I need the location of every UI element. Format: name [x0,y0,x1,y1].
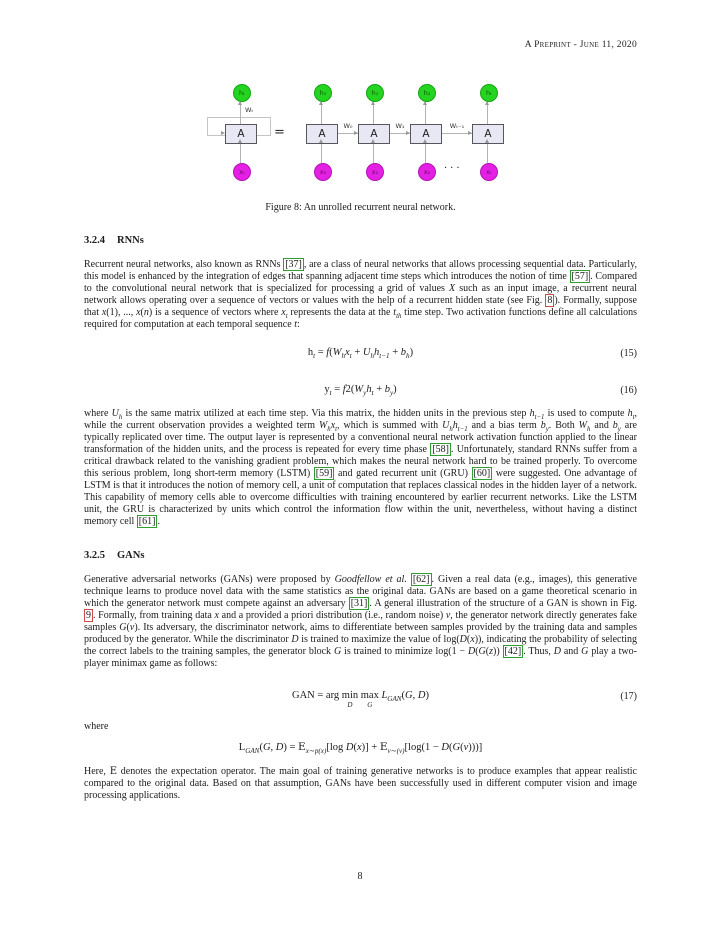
paragraph-gan-closing: Here, E denotes the expectation operator. The main goal of training generative networks is to produce examples that appear realistic compared to the original data. Based on that assumption, GANs have been successfully used in different computer vision and image processing applications. [84,765,637,801]
connector-line [321,144,322,163]
citation-link[interactable]: [42] [504,646,522,657]
node-label: xₜ [239,168,245,176]
rnn-unrolled-unit [358,84,390,184]
hidden-state-node [366,84,384,102]
citation-link[interactable]: [59] [315,468,333,479]
rnn-unrolled-unit [410,84,442,184]
node-label: h₂ [423,89,431,97]
cell-label: A [370,128,378,140]
equation-15 [84,347,637,361]
rnn-folded-unit [225,84,257,184]
citation-link[interactable]: [61] [138,516,156,527]
equation-number: (17) [620,691,637,702]
equation-body: $L_{GAN}(G$, $D) = E_{x\sim p(x)}[\log$ $D(x)] + E_{v\sim(v)}[\log(1 - D(G(v)))]$ [238,740,483,755]
weight-label: Wₜ [245,106,254,114]
node-label: x₁ [371,168,379,176]
input-node [233,163,251,181]
hidden-state-node [418,84,436,102]
equation-body: $y_t = f2(W_yh_t + b_y)$ [324,384,397,398]
node-label: x₂ [423,168,431,176]
weight-label: W₁ [395,122,405,130]
figure-link[interactable]: 9 [86,610,91,621]
section-title: RNNs [117,235,144,246]
weight-label: Wₜ₋₁ [449,122,465,130]
cell-label: A [484,128,492,140]
weight-label: W₀ [343,122,353,130]
rnn-unrolled-unit [306,84,338,184]
citation-link[interactable]: [31] [350,598,368,609]
connector-line [240,144,241,163]
equation-17 [84,690,637,709]
page-number: 8 [357,871,363,882]
preprint-header: A Preprint - June 11, 2020 [524,40,637,50]
node-label: x₀ [319,168,327,176]
cell-label: A [237,128,245,140]
citation-link[interactable]: [58] [432,444,449,455]
section-heading-gans [84,550,637,561]
input-node [314,163,332,181]
input-node [480,163,498,181]
connector-line [425,144,426,163]
node-label: h₀ [319,89,327,97]
cell-label: A [318,128,326,140]
node-label: xₜ [486,168,492,176]
where-connector: where [84,720,109,732]
node-label: h₁ [371,89,379,97]
citation-link[interactable]: [57] [571,271,589,282]
paragraph-rnn-details: where $U_h$ is the same matrix utilized at each time step. Via this matrix, the hidden units in the previous step $h_{t-1}$ is used to compute $h_t$, while the current observation provides a weighted term $W_hx_t$, which is summed with $U_hh_{t-1}$ and a bias term $b_y$. Both $W_h$ and $b_y$ are typically replicated over time. The output layer is represented by a conventional neural network activation function applied to the linear transformation of the hidden units, and the process is repeated for every time phase [58] . Unfortunately, standard RNNs suffer from a critical drawback related to the vanishing gradient problem, which makes the neural network hard to be trained properly. To overcome this serious problem, long short-term memory (LSTM) [59] and gated recurrent unit (GRU) [60] were suggested. One advantage of LSTM is that it introduces the notion of memory cell, a unit of computation that replaces classical nodes in the hidden layer of a network. This capability of memory cells able to overcome difficulties with training encountered by earlier recurrent networks. Like the LSTM unit, the GRU is characterized by units which control the information flow within the unit, nevertheless, without having a distinct memory cell [61] . [84,408,638,527]
equation-body: GAN = arg min D max G $L_{GAN}(G$, D) [292,690,429,709]
hidden-state-node [480,84,498,102]
node-label: hₜ [238,89,246,97]
input-node [366,163,384,181]
ellipsis: ... [444,160,463,171]
section-heading-rnns [84,235,637,246]
equation-body: $h_t = f(W_hx_t + U_hh_{t-1} + b_h)$ [307,347,414,361]
equation-number: (15) [620,348,637,359]
connector-line [487,144,488,163]
arrowhead-icon [238,139,242,143]
rnn-unrolled-unit [472,84,504,184]
hidden-state-node [233,84,251,102]
citation-link[interactable]: [62] [412,574,430,585]
equation-lgan [84,741,637,753]
citation-link[interactable]: [60] [473,468,491,479]
equals-sign: = [274,125,285,140]
hidden-state-node [314,84,332,102]
arrowhead-icon [485,139,489,143]
equation-number: (16) [620,385,637,396]
section-number: 3.2.4 [84,235,105,246]
cell-label: A [422,128,430,140]
node-label: hₜ [485,89,493,97]
citation-link[interactable]: [37] [285,259,302,270]
input-node [418,163,436,181]
arrowhead-icon [423,139,427,143]
section-title: GANs [117,550,145,561]
rnn-figure [84,84,637,196]
paragraph-rnn-intro: Recurrent neural networks, also known as RNNs [37] , are a class of neural networks that allows processing sequential data. Particularly, this model is enhanced by the integration of edges that spanning adjacent time steps which introduces the notion of time [57] . Compared to the convolutional neural network that is specialized for processing a grid of values X such as an input image, a recurrent neural network allows operating over a sequence of vectors or values with the help of a recurrent hidden state (see Fig. 8 ). Formally, suppose that x(1), ..., x(n) is a sequence of vectors where $x_t$ represents the data at the $t_{th}$ time step. Two activation functions define all calculations required for computation at each temporal sequence t: [84,259,638,330]
arrowhead-icon [319,139,323,143]
paragraph-gan-intro: Generative adversarial networks (GANs) were proposed by Goodfellow et al. [62] . Given a real data (e.g., images), this generative technique learns to produce novel data with the same statistics as the original data. GANs are based on a game theoretical scenario in which the generator network must compete against an adversary [31] . A general illustration of the structure of a GAN is shown in Fig. 9 . Formally, from training data x and a provided a priori distribution (i.e., random noise) v, the generator network directly generates fake samples G(v). Its adversary, the discriminator network, aims to differentiate between samples provided by the training data and samples produced by the generator. While the discriminator D is trained to maximize the value of log(D(x)), indicating the probability of selecting the correct labels to the training samples, the generator block G is trained to minimize log(1 − D(G(z)) [42] . Thus, D and G play a two-player minimax game as follows: [84,574,638,669]
arrowhead-icon [371,139,375,143]
connector-line [373,144,374,163]
section-number: 3.2.5 [84,550,105,561]
equation-16 [84,384,637,398]
figure-link[interactable]: 8 [547,295,553,306]
figure-caption: Figure 8: An unrolled recurrent neural network. [265,202,456,213]
